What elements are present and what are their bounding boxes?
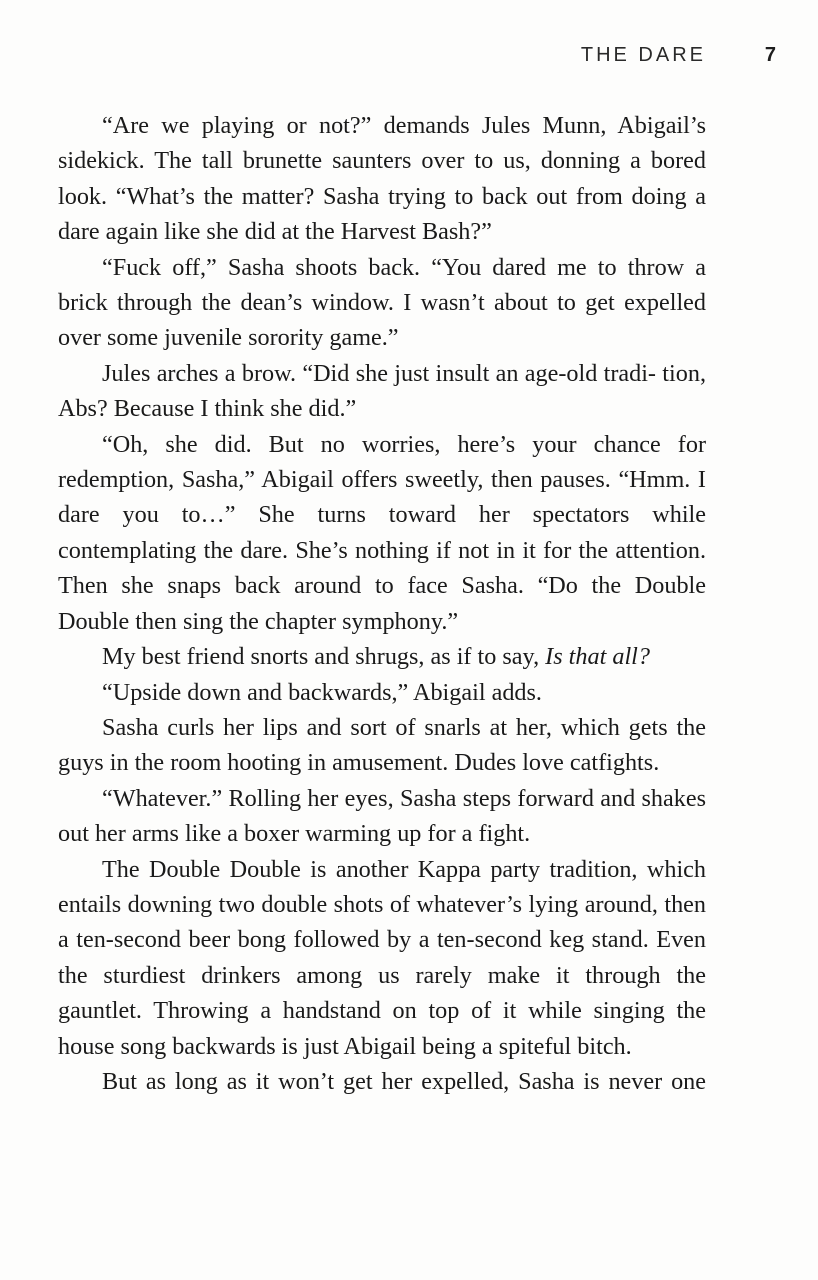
paragraph: “Whatever.” Rolling her eyes, Sasha steps forward and shakes out her arms like a boxer warming up for a fight. [58,784,706,848]
paragraph: The Double Double is another Kappa party tradition, which entails downing two double shots of whatever’s lying around, then a ten-second beer bong followed by a ten-second keg stand. Even the sturdiest drinkers among us rarely make it through the gauntlet. Throwing a handstand on top of it while singing the house song backwards is just Abigail being a spiteful bitch. [58,855,706,1060]
page-number: 7 [764,44,776,66]
running-title: THE DARE [580,44,706,66]
paragraph: “Upside down and backwards,” Abigail adds. [102,678,542,706]
paragraph: “Are we playing or not?” demands Jules Munn, Abigail’s sidekick. The tall brunette saunters over to us, donning a bored look. “What’s the matter? Sasha trying to back out from doing a dare again like she did at the Harvest Bash?” [58,112,706,246]
paragraph: But as long as it won’t get her expelled, Sasha is never one [102,1067,706,1095]
paragraph: “Fuck off,” Sasha shoots back. “You dared me to throw a brick through the dean’s window. I wasn’t about to get expelled over some juvenile sorority game.” [58,253,706,352]
paragraph-italic-text: Is that all? [545,643,650,671]
paragraph [58,639,706,674]
paragraph: “Oh, she did. But no worries, here’s your chance for redemption, Sasha,” Abigail offers sweetly, then pauses. “Hmm. I dare you to…” She turns toward her spectators while contemplating the dare. She’s nothing if not in it for the attention. Then she snaps back around to face Sasha. “Do the Double Double then sing the chapter symphony.” [58,430,706,635]
body-text [58,108,706,1099]
paragraph: Sasha curls her lips and sort of snarls at her, which gets the guys in the room hooting in amusement. Dudes love catfights. [58,713,706,777]
paragraph-text: My best friend snorts and shrugs, as if to say, [102,643,546,671]
paragraph: Jules arches a brow. “Did she just insult an age-old tradi- tion, Abs? Because I think she did.” [58,359,706,423]
